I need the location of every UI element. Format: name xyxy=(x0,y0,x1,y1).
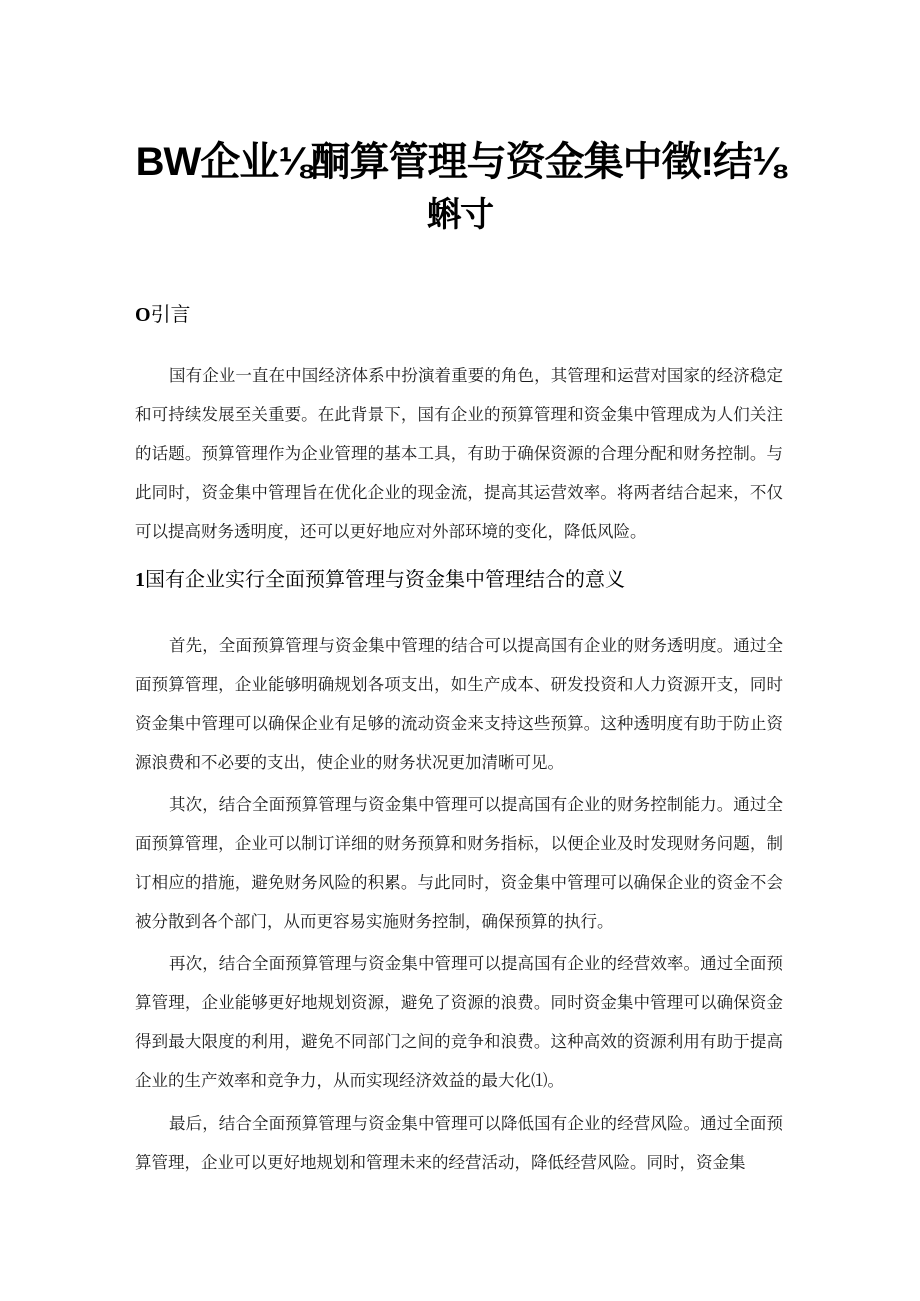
document-title-line1: BW企业⅛酮算管理与资金集中徵!结⅛ xyxy=(135,140,785,184)
section-number: O xyxy=(135,304,151,326)
paragraph: 其次，结合全面预算管理与资金集中管理可以提高国有企业的财务控制能力。通过全面预算管理，企业可以制订详细的财务预算和财务指标，以便企业及时发现财务问题，制订相应的措施，避免财务风险的积累。与此同时，资金集中管理可以确保企业的资金不会被分散到各个部门，从而更容易实施财务控制，确保预算的执行。 xyxy=(135,795,783,931)
section-heading-intro xyxy=(135,300,191,329)
document-title-line2: 蝌寸 xyxy=(427,196,493,234)
paragraph-intro: 国有企业一直在中国经济体系中扮演着重要的角色，其管理和运营对国家的经济稳定和可持续发展至关重要。在此背景下，国有企业的预算管理和资金集中管理成为人们关注的话题。预算管理作为企业管理的基本工具，有助于确保资源的合理分配和财务控制。与此同时，资金集中管理旨在优化企业的现金流，提高其运营效率。将两者结合起来，不仅可以提高财务透明度，还可以更好地应对外部环境的变化，降低风险。 xyxy=(135,366,783,541)
section-number: 1 xyxy=(135,569,145,591)
paragraph: 最后，结合全面预算管理与资金集中管理可以降低国有企业的经营风险。通过全面预算管理，企业可以更好地规划和管理未来的经营活动，降低经营风险。同时，资金集 xyxy=(135,1114,783,1172)
paragraph: 首先，全面预算管理与资金集中管理的结合可以提高国有企业的财务透明度。通过全面预算管理，企业能够明确规划各项支出，如生产成本、研发投资和人力资源开支，同时资金集中管理可以确保企业有足够的流动资金来支持这些预算。这种透明度有助于防止资源浪费和不必要的支出，使企业的财务状况更加清晰可见。 xyxy=(135,636,783,772)
section-heading-text: 引言 xyxy=(150,302,191,326)
paragraph: 再次，结合全面预算管理与资金集中管理可以提高国有企业的经营效率。通过全面预算管理，企业能够更好地规划资源，避免了资源的浪费。同时资金集中管理可以确保资金得到最大限度的利用，避免不同部门之间的竞争和浪费。这种高效的资源利用有助于提高企业的生产效率和竞争力，从而实现经济效益的最大化⑴。 xyxy=(135,954,783,1090)
section-heading-1 xyxy=(135,565,625,594)
section-heading-text: 国有企业实行全面预算管理与资金集中管理结合的意义 xyxy=(145,567,625,591)
